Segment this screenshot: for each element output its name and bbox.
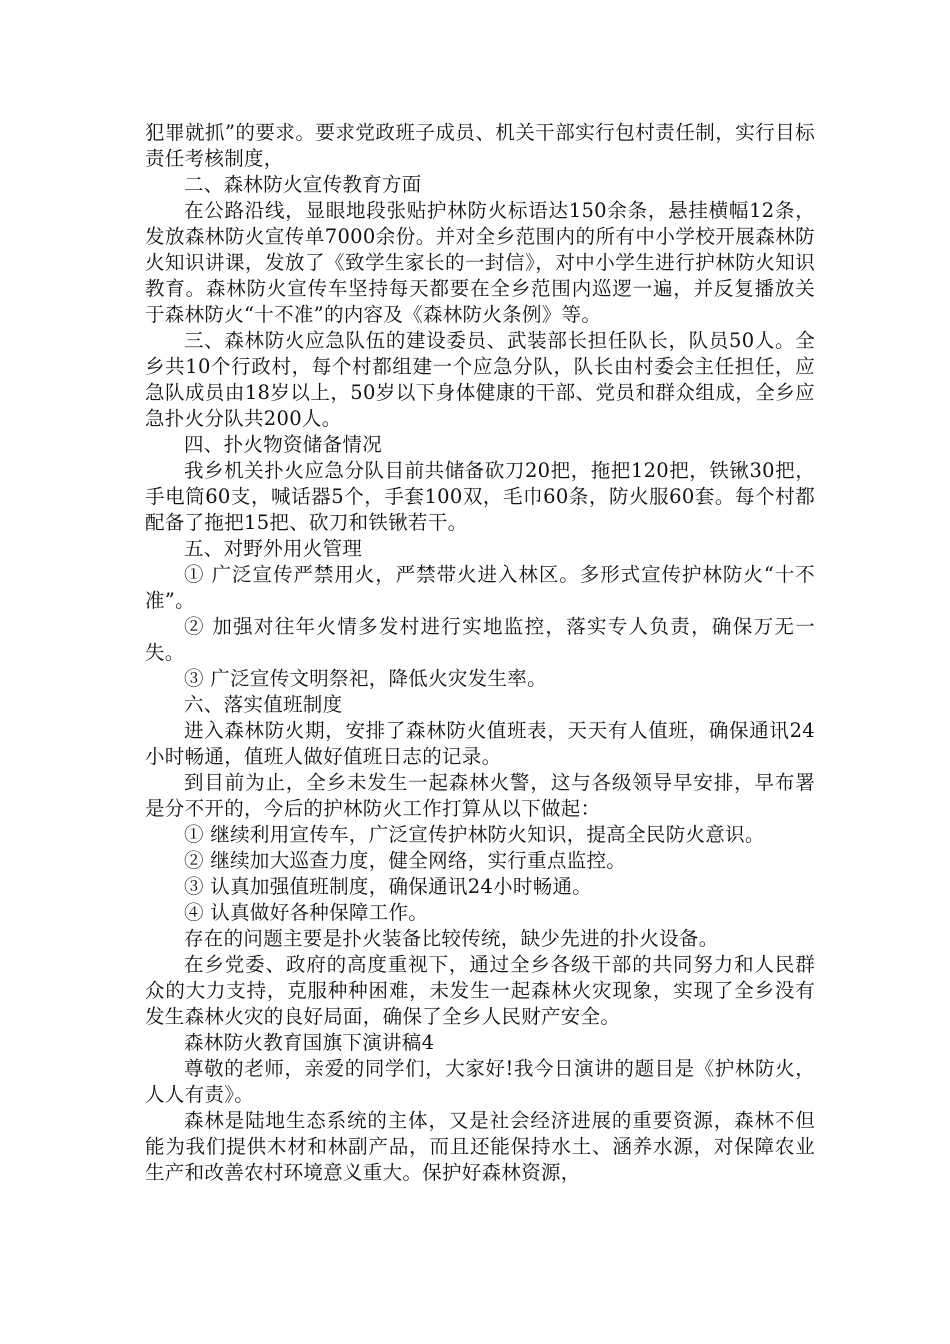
- paragraph-emergency-team: 三、森林防火应急队伍的建设委员、武装部长担任队长，队员50人。全乡共10个行政村，每个村都组建一个应急分队，队长由村委会主任担任，应急队成员由18岁以上，50岁以下身体健康的干部、党员和群众组成，全乡应急扑火分队共200人。: [145, 329, 815, 430]
- paragraph-supplies: 我乡机关扑火应急分队目前共储备砍刀20把，拖把120把，铁锹30把，手电筒60支，喊话器5个，手套100双，毛巾60条，防火服60套。每个村都配备了拖把15把、砍刀和铁锹若干。: [145, 459, 815, 534]
- paragraph-summary: 到目前为止，全乡未发生一起森林火警，这与各级领导早安排，早布署是分不开的，今后的护林防火工作打算从以下做起：: [145, 771, 815, 820]
- list-item-outdoor-3: ③ 广泛宣传文明祭祀，降低火灾发生率。: [184, 667, 547, 690]
- paragraph-continuation: 犯罪就抓”的要求。要求党政班子成员、机关干部实行包村责任制，实行目标责任考核制度，: [145, 121, 815, 170]
- paragraph-forest-importance: 森林是陆地生态系统的主体，又是社会经济进展的重要资源，森林不但能为我们提供木材和林副产品，而且还能保持水土、涵养水源，对保障农业生产和改善农村环境意义重大。保护好森林资源，: [145, 1109, 815, 1184]
- list-item-plan-1: ① 继续利用宣传车，广泛宣传护林防火知识，提高全民防火意识。: [184, 823, 765, 846]
- section-heading-supplies: 四、扑火物资储备情况: [184, 433, 383, 456]
- section-heading-publicity: 二、森林防火宣传教育方面: [184, 173, 422, 196]
- paragraph-problems: 存在的问题主要是扑火装备比较传统，缺少先进的扑火设备。: [184, 927, 719, 950]
- document-body: [145, 120, 815, 1186]
- speech-title: 森林防火教育国旗下演讲稿4: [184, 1031, 435, 1054]
- paragraph-publicity: 在公路沿线，显眼地段张贴护林防火标语达150余条，悬挂横幅12条，发放森林防火宣传单7000余份。并对全乡范围内的所有中小学校开展森林防火知识讲课，发放了《致学生家长的一封信》，对中小学生进行护林防火知识教育。森林防火宣传车坚持每天都要在全乡范围内巡逻一遍，并反复播放关于森林防火“十不准”的内容及《森林防火条例》等。: [145, 199, 815, 326]
- list-item-outdoor-1: ① 广泛宣传严禁用火，严禁带火进入林区。多形式宣传护林防火“十不准”。: [145, 563, 815, 612]
- list-item-plan-3: ③ 认真加强值班制度，确保通讯24小时畅通。: [184, 875, 593, 898]
- list-item-plan-4: ④ 认真做好各种保障工作。: [184, 901, 429, 924]
- list-item-outdoor-2: ② 加强对往年火情多发村进行实地监控，落实专人负责，确保万无一失。: [145, 615, 815, 664]
- section-heading-duty: 六、落实值班制度: [184, 693, 343, 716]
- list-item-plan-2: ② 继续加大巡查力度，健全网络，实行重点监控。: [184, 849, 627, 872]
- paragraph-conclusion: 在乡党委、政府的高度重视下，通过全乡各级干部的共同努力和人民群众的大力支持，克服种种困难，未发生一起森林火灾现象，实现了全乡没有发生森林火灾的良好局面，确保了全乡人民财产安全。: [145, 953, 815, 1028]
- paragraph-duty: 进入森林防火期，安排了森林防火值班表，天天有人值班，确保通讯24小时畅通，值班人做好值班日志的记录。: [145, 719, 815, 768]
- section-heading-outdoor-fire: 五、对野外用火管理: [184, 537, 363, 560]
- paragraph-greeting: 尊敬的老师，亲爱的同学们，大家好!我今日演讲的题目是《护林防火，人人有责》。: [145, 1057, 815, 1106]
